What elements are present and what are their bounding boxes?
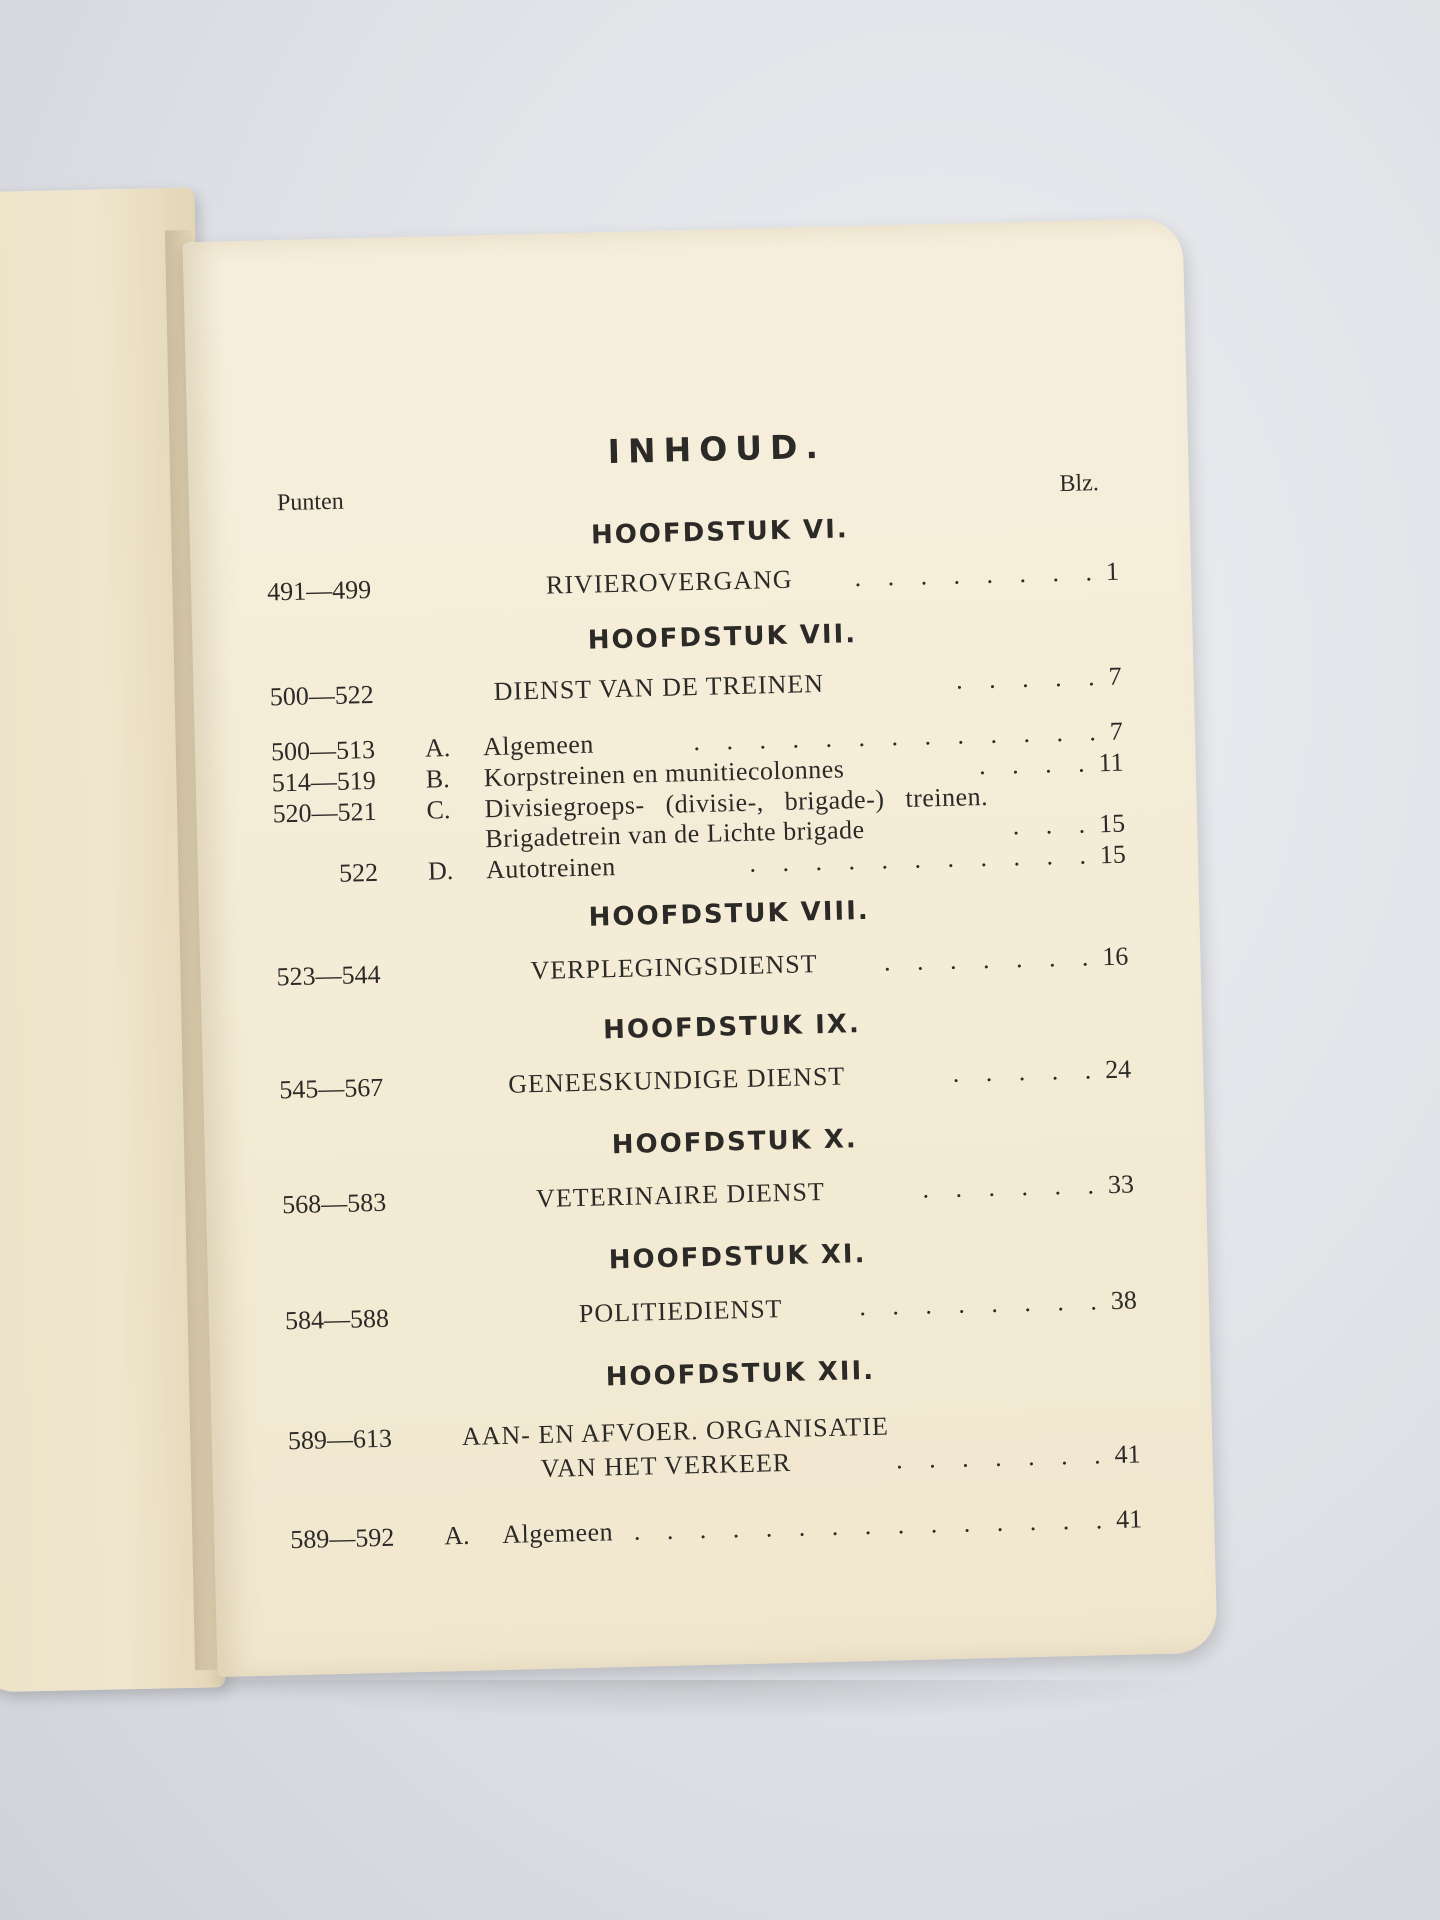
- chapter-heading: HOOFDSTUK VI.: [590, 514, 850, 551]
- chapter-heading: HOOFDSTUK XI.: [608, 1239, 867, 1276]
- section-letter: D.: [427, 856, 454, 886]
- points-range: 520—521: [272, 796, 377, 829]
- toc-row: [203, 1053, 1203, 1107]
- page-ref: . . . . . . . . . . . 15: [749, 839, 1127, 878]
- entry-title: VETERINAIRE DIENST: [535, 1177, 826, 1214]
- page-ref: . . . . . . . . 38: [858, 1285, 1138, 1322]
- points-range: 522: [338, 857, 379, 888]
- page-ref: . . . . 11: [978, 747, 1124, 781]
- entry-title: DIENST VAN DE TREINEN: [493, 668, 825, 706]
- page-title: INHOUD.: [607, 426, 827, 472]
- table-of-contents-page: [183, 218, 1218, 1677]
- entry-title: RIVIEROVERGANG: [545, 564, 793, 600]
- entry-title: AAN- EN AFVOER. ORGANISATIE: [461, 1411, 890, 1451]
- page-ref: . . . . . 7: [955, 661, 1122, 695]
- toc-row: [214, 1503, 1214, 1557]
- entry-title: Algemeen: [501, 1517, 614, 1550]
- chapter-heading: HOOFDSTUK X.: [611, 1124, 859, 1161]
- points-range: 545—567: [278, 1072, 384, 1105]
- page-ref: . . . . . . . 41: [895, 1439, 1141, 1475]
- points-range: 500—522: [269, 679, 375, 712]
- chapter-heading: HOOFDSTUK IX.: [602, 1009, 862, 1046]
- toc-row: [200, 940, 1200, 994]
- column-header-points: Punten: [276, 488, 344, 517]
- points-range: 514—519: [271, 765, 377, 798]
- section-letter: A.: [443, 1520, 470, 1551]
- entry-title: VAN HET VERKEER: [540, 1447, 792, 1484]
- column-header-page: Blz.: [1059, 470, 1100, 498]
- section-letter: A.: [424, 733, 451, 763]
- toc-row: [191, 555, 1191, 609]
- toc-row: [206, 1168, 1206, 1222]
- page-ref: . . . . . 24: [952, 1054, 1132, 1088]
- entry-title: Algemeen: [482, 729, 595, 762]
- entry-title: Autotreinen: [485, 852, 617, 885]
- points-range: 568—583: [281, 1187, 387, 1220]
- toc-row: [193, 660, 1193, 714]
- page-ref: . . . 15: [1012, 808, 1126, 841]
- points-range: 584—588: [284, 1303, 390, 1336]
- entry-title: GENEESKUNDIGE DIENST: [507, 1061, 846, 1099]
- section-letter: B.: [425, 764, 450, 794]
- chapter-heading: HOOFDSTUK VII.: [587, 619, 858, 656]
- page-ref: . . . . . . . 16: [883, 941, 1129, 977]
- entry-title: Brigadetrein van de Lichte brigade: [484, 814, 865, 854]
- page-ref: . . . . . . . . 1: [854, 556, 1120, 593]
- toc-row: [209, 1284, 1209, 1338]
- points-range: 523—544: [276, 959, 381, 992]
- page-ref: . . . . . . . . . . . . . . . 41: [633, 1504, 1143, 1546]
- page-shadow: [180, 1680, 1240, 1720]
- entry-title: Korpstreinen en munitiecolonnes: [483, 754, 845, 793]
- entry-title: Divisiegroeps- (divisie-, brigade-) treinen.: [484, 781, 989, 824]
- chapter-heading: HOOFDSTUK XII.: [605, 1355, 876, 1393]
- section-letter: C.: [426, 795, 451, 825]
- points-range: 589—592: [289, 1522, 395, 1555]
- chapter-heading: HOOFDSTUK VIII.: [588, 895, 871, 933]
- page-ref: . . . . . . . . . . . . . 7: [693, 716, 1124, 757]
- entry-title: POLITIEDIENST: [578, 1294, 783, 1329]
- points-range: 491—499: [266, 574, 372, 607]
- points-range: 589—613: [287, 1423, 393, 1456]
- points-range: 500—513: [270, 734, 376, 767]
- page-ref: . . . . . . 33: [922, 1169, 1135, 1204]
- entry-title: VERPLEGINGSDIENST: [530, 949, 818, 986]
